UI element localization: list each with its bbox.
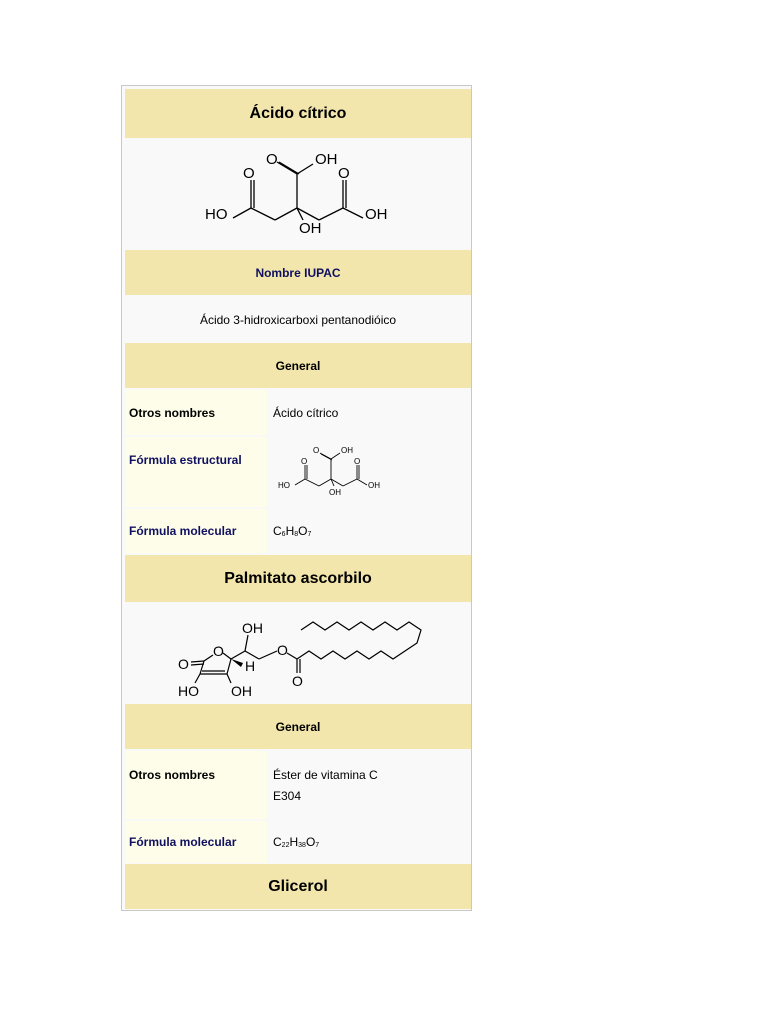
iupac-name-text: Ácido 3-hidroxicarboxi pentanodióico — [199, 312, 397, 327]
small-label-oh-center: OH — [329, 488, 341, 497]
formula-c-count: 22 — [281, 842, 290, 849]
general-header-text: General — [275, 719, 321, 734]
label-ho-left: HO — [205, 206, 228, 223]
formula-o-count: 7 — [307, 531, 312, 538]
row-formula-molecular-citric — [125, 509, 471, 553]
formula-o: O — [305, 835, 316, 849]
label-o-ring: O — [213, 643, 224, 659]
otros-nombres-values — [271, 751, 471, 819]
iupac-name-row — [125, 297, 471, 342]
formula-molecular-value — [271, 821, 471, 863]
label-h: H — [245, 658, 256, 674]
formula-c: C — [273, 835, 282, 849]
ascorbyl-palmitate-structure-svg — [125, 603, 471, 703]
formula-molecular-label: Fórmula molecular — [125, 509, 267, 553]
formula-c-count: 6 — [281, 531, 286, 538]
citric-acid-small-structure — [273, 443, 393, 503]
formula-h-count: 38 — [298, 842, 306, 849]
iupac-header-text: Nombre IUPAC — [255, 265, 341, 280]
citric-acid-structure-svg — [125, 140, 471, 250]
title-text: Ácido cítrico — [249, 104, 347, 122]
otros-nombres-label: Otros nombres — [125, 751, 267, 819]
label-o-carbonyl-ring: O — [178, 656, 189, 672]
label-o-ester: O — [277, 642, 288, 658]
iupac-header — [125, 250, 471, 295]
formula-o-count: 7 — [315, 842, 320, 849]
citric-acid-structure-image — [125, 140, 471, 250]
ascorbyl-palmitate-structure-image — [125, 603, 471, 703]
title-text: Glicerol — [268, 877, 328, 895]
wedge-bond — [231, 659, 243, 667]
general-header-palmitate — [125, 704, 471, 749]
formula-h: H — [289, 835, 299, 849]
otros-nombres-value-1: Éster de vitamina C — [273, 768, 378, 782]
label-o-carbonyl-chain: O — [292, 673, 303, 689]
label-oh-bottom: OH — [231, 683, 252, 699]
infobox-table — [121, 85, 472, 911]
otros-nombres-value-2: E304 — [273, 789, 302, 803]
label-o-left: O — [243, 165, 255, 182]
section-title-ascorbyl-palmitate — [125, 555, 471, 602]
formula-molecular-value — [271, 509, 471, 553]
label-oh-top: OH — [242, 620, 263, 636]
formula-h: H — [285, 524, 295, 538]
row-otros-nombres-palmitate — [125, 751, 471, 819]
label-oh-center: OH — [299, 220, 322, 237]
row-formula-estructural — [125, 437, 471, 507]
row-otros-nombres-citric — [125, 390, 471, 435]
title-text: Palmitato ascorbilo — [224, 569, 372, 587]
label-o-top: O — [266, 151, 278, 168]
small-label-ho-left: HO — [278, 481, 290, 490]
small-label-oh-top: OH — [341, 446, 353, 455]
formula-c: C — [273, 524, 282, 538]
small-label-oh-right: OH — [368, 481, 380, 490]
label-o-right: O — [338, 165, 350, 182]
otros-nombres-label: Otros nombres — [125, 390, 267, 435]
label-oh-top: OH — [315, 151, 338, 168]
general-header-citric — [125, 343, 471, 388]
small-label-o-right: O — [354, 457, 361, 466]
section-title-glycerol — [125, 864, 471, 909]
formula-estructural-value — [271, 437, 471, 507]
small-label-o-left: O — [301, 457, 308, 466]
general-header-text: General — [275, 358, 321, 373]
label-oh-right: OH — [365, 206, 388, 223]
formula-h-count: 8 — [294, 531, 299, 538]
label-ho-bottom: HO — [178, 683, 199, 699]
row-formula-molecular-palmitate — [125, 821, 471, 863]
formula-estructural-label: Fórmula estructural — [125, 437, 267, 507]
formula-molecular-label: Fórmula molecular — [125, 821, 267, 863]
formula-o: O — [298, 524, 308, 538]
otros-nombres-value: Ácido cítrico — [271, 390, 471, 435]
small-label-o-top: O — [313, 446, 320, 455]
section-title-citric-acid — [125, 89, 471, 138]
